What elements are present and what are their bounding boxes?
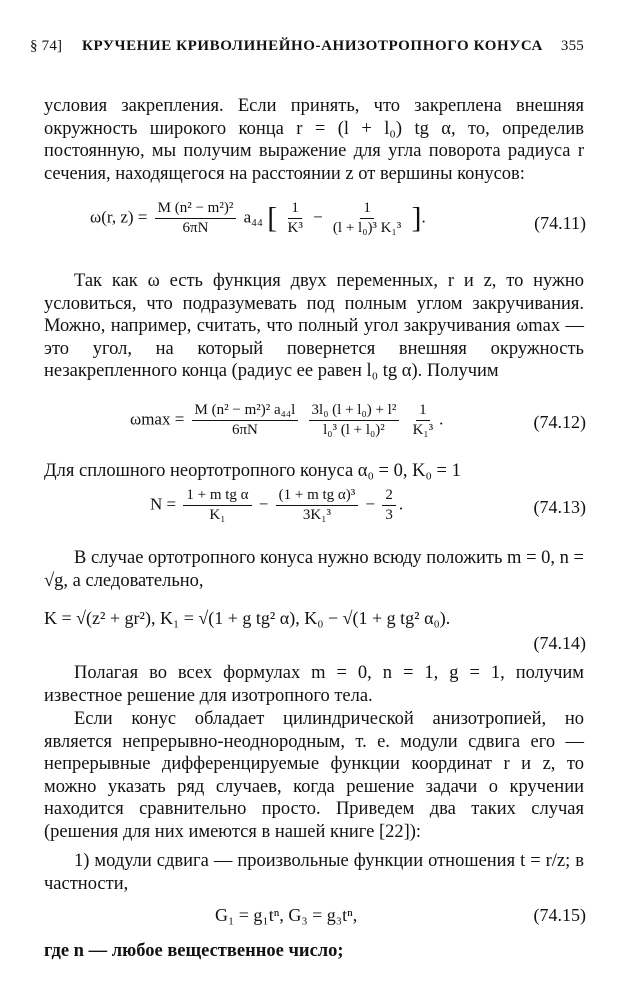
equation-number: (74.13): [533, 497, 586, 517]
paragraph-1: условия закрепления. Если принять, что закреплена внешняя окружность широкого конца r = (l + l₀) tg α, то, определив постоянную, мы получим выражение для угла поворота радиуса r сечения, находящегося на расстоянии z от вершины конусов:: [44, 96, 584, 184]
paragraph-4: В случае ортотропного конуса нужно всюду положить m = 0, n = √g, а следовательно,: [44, 548, 584, 591]
equation-number: (74.14): [533, 633, 586, 653]
paragraph-7: 1) модули сдвига — произвольные функции отношения t = r/z; в частности,: [44, 851, 584, 894]
equation-74-14: K = √(z² + gr²), K₁ = √(1 + g tg² α), K₀ − √(1 + g tg² α₀).: [44, 608, 451, 628]
equation-74-15: G₁ = g₁tⁿ, G₃ = g₃tⁿ,: [215, 905, 358, 925]
eq1-lhs: ω(r, z) =: [90, 207, 148, 227]
equation-number: (74.15): [533, 905, 586, 925]
paragraph-6: Если конус обладает цилиндрической анизотропией, но является непрерывно-неоднородным, т. е. модули сдвига его — непрерывные дифференцируемые функции координат r и z, то можно указать ряд случаев, когда решение задачи о кручении находится сравнительно просто. Приведем два таких случая (решения для них имеются в нашей книге [22]):: [44, 709, 584, 842]
equation-74-12: ωmax = $\frac{\text{M (n² − m²)² a₄₄l}}{6\pi N}$ $\frac{\text{3l₀ (l + l₀) + l²}}{\text{l₀³ (l + l₀)²}}$ $\frac{1}{\text{K₁³}}$ .: [130, 402, 444, 438]
page-number: 355: [560, 38, 584, 54]
equation-74-13: N = $\frac{\text{1 + m tg α}}{\text{K₁}}$ − $\frac{\text{(1 + m tg α)³}}{\text{3K₁³}}$ − $\frac{2}{3}$ .: [150, 487, 404, 523]
paragraph-2: Так как ω есть функция двух переменных, r и z, то нужно условиться, что подразумевать под полным углом закручивания. Можно, например, считать, что полный угол закручивания ωmax — это угол, на который повернется внешняя окружность незакрепленного конца (радиус ее равен l₀ tg α). Получим: [44, 271, 584, 381]
paragraph-8: где n — любое вещественное число;: [44, 941, 344, 961]
equation-number: (74.11): [534, 213, 586, 233]
section-mark: § 74]: [30, 38, 63, 54]
paragraph-3: Для сплошного неортотропного конуса α₀ = 0, K₀ = 1: [44, 461, 461, 481]
running-header: [30, 38, 584, 62]
paragraph-5: Полагая во всех формулах m = 0, n = 1, g = 1, получим известное решение для изотропного тела.: [44, 663, 584, 706]
equation-number: (74.12): [533, 412, 586, 432]
header-title: КРУЧЕНИЕ КРИВОЛИНЕЙНО-АНИЗОТРОПНОГО КОНУСА: [82, 38, 543, 54]
eq1-frac-main: $\frac{\text{M (n² − m²)²}}{6\pi N}$: [155, 200, 237, 237]
equation-74-11: ω(r, z) = $\frac{\text{M (n² − m²)²}}{6\pi N}$ a₄₄ [ $\frac{1}{\text{K³}}$ − $\frac{1}{\text{(l + l₀)³ K₁³}}$ ].: [90, 200, 426, 236]
